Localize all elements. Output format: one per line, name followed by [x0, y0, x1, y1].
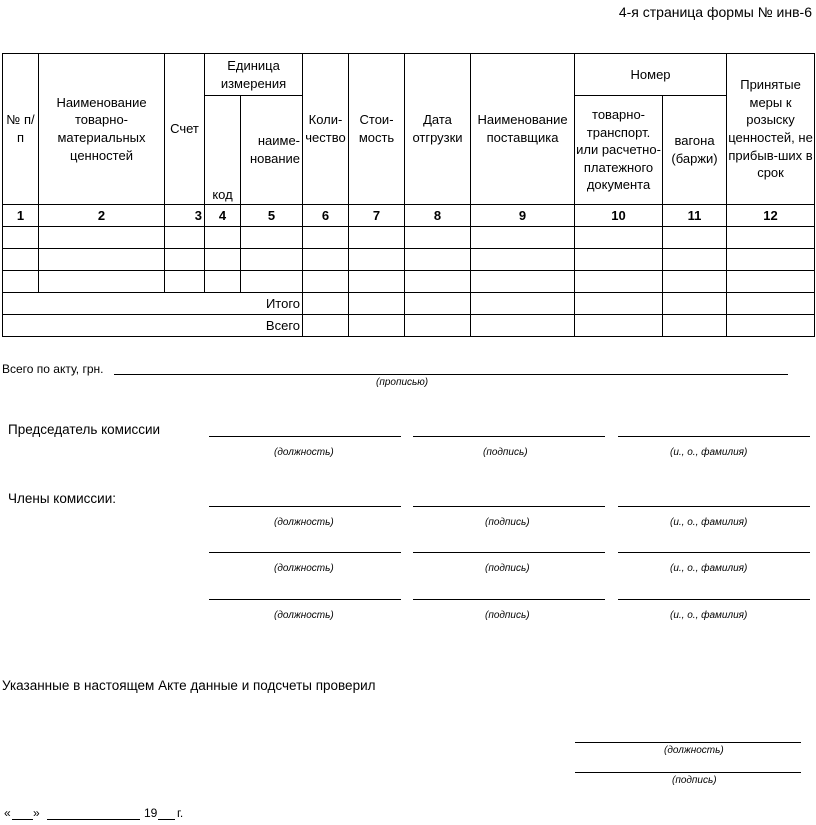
col-number: 12 [727, 205, 815, 227]
table-cell[interactable] [349, 271, 405, 293]
table-cell[interactable] [349, 227, 405, 249]
table-row [3, 227, 815, 249]
table-cell[interactable] [575, 271, 663, 293]
date-close-quote: » [33, 806, 40, 820]
header-col7: Стои-мость [349, 54, 405, 205]
table-cell[interactable] [241, 227, 303, 249]
itogo-label: Итого [3, 293, 303, 315]
table-cell[interactable] [471, 293, 575, 315]
col-number: 9 [471, 205, 575, 227]
date-year-suffix: г. [177, 806, 184, 820]
form-page-label: 4-я страница формы № инв-6 [618, 4, 812, 20]
header-unit-group: Единица измерения [205, 54, 303, 96]
table-cell[interactable] [405, 315, 471, 337]
header-col10: товарно-транспорт. или расчетно-платежного документа [575, 96, 663, 205]
member1-signature-hint: (подпись) [485, 517, 530, 528]
member3-signature-line[interactable] [413, 599, 605, 600]
table-cell[interactable] [241, 271, 303, 293]
table-cell[interactable] [205, 249, 241, 271]
checked-signature-hint: (подпись) [672, 775, 717, 786]
member2-position-hint: (должность) [274, 563, 334, 574]
header-number-group: Номер [575, 54, 727, 96]
itogo-row [3, 293, 815, 315]
chairman-position-line[interactable] [209, 436, 401, 437]
member1-signature-line[interactable] [413, 506, 605, 507]
member1-position-hint: (должность) [274, 517, 334, 528]
table-cell[interactable] [3, 249, 39, 271]
member3-name-hint: (и., о., фамилия) [670, 610, 748, 621]
table-cell[interactable] [727, 271, 815, 293]
table-cell[interactable] [663, 293, 727, 315]
member2-signature-line[interactable] [413, 552, 605, 553]
member1-name-hint: (и., о., фамилия) [670, 517, 748, 528]
table-cell[interactable] [303, 315, 349, 337]
table-cell[interactable] [405, 271, 471, 293]
table-cell[interactable] [303, 293, 349, 315]
vsego-label: Всего [3, 315, 303, 337]
table-cell[interactable] [165, 249, 205, 271]
table-cell[interactable] [663, 315, 727, 337]
table-cell[interactable] [303, 227, 349, 249]
members-label: Члены комиссии: [8, 491, 117, 506]
header-col9: Наименование поставщика [471, 54, 575, 205]
col-number: 7 [349, 205, 405, 227]
col-number: 5 [241, 205, 303, 227]
table-cell[interactable] [405, 227, 471, 249]
date-open-quote: « [4, 806, 11, 820]
table-cell[interactable] [575, 249, 663, 271]
table-cell[interactable] [349, 315, 405, 337]
checked-label: Указанные в настоящем Акте данные и подсчеты проверил [2, 678, 376, 693]
table-cell[interactable] [575, 293, 663, 315]
chairman-signature-hint: (подпись) [483, 447, 528, 458]
header-unit-name: наиме-нование [241, 96, 303, 205]
member1-position-line[interactable] [209, 506, 401, 507]
member3-name-line[interactable] [618, 599, 810, 600]
table-cell[interactable] [663, 227, 727, 249]
table-cell[interactable] [303, 249, 349, 271]
table-cell[interactable] [3, 227, 39, 249]
date-day-line[interactable] [12, 819, 33, 820]
vsego-row [3, 315, 815, 337]
table-cell[interactable] [575, 227, 663, 249]
total-hint: (прописью) [376, 377, 429, 388]
chairman-label: Председатель комиссии [8, 422, 161, 437]
col-number: 6 [303, 205, 349, 227]
member2-name-line[interactable] [618, 552, 810, 553]
header-col2: Наименование товарно-материальных ценностей [39, 54, 165, 205]
header-col12: Принятые меры к розыску ценностей, не прибыв-ших в срок [727, 54, 815, 205]
inventory-table [2, 53, 815, 337]
table-cell[interactable] [727, 249, 815, 271]
checked-position-hint: (должность) [664, 745, 724, 756]
total-line[interactable] [114, 374, 788, 375]
table-cell[interactable] [349, 293, 405, 315]
member3-signature-hint: (подпись) [485, 610, 530, 621]
header-col8: Дата отгрузки [405, 54, 471, 205]
table-cell[interactable] [205, 271, 241, 293]
col-number: 8 [405, 205, 471, 227]
table-cell[interactable] [471, 315, 575, 337]
table-cell[interactable] [405, 293, 471, 315]
col-number: 10 [575, 205, 663, 227]
column-numbers-row [3, 205, 815, 227]
date-year-line[interactable] [158, 819, 175, 820]
table-row [3, 271, 815, 293]
chairman-signature-line[interactable] [413, 436, 605, 437]
header-col1: № п/п [3, 54, 39, 205]
table-cell[interactable] [3, 271, 39, 293]
date-month-line[interactable] [47, 819, 140, 820]
table-cell[interactable] [241, 249, 303, 271]
chairman-position-hint: (должность) [274, 447, 334, 458]
member2-signature-hint: (подпись) [485, 563, 530, 574]
header-col6: Коли-чество [303, 54, 349, 205]
table-cell[interactable] [727, 293, 815, 315]
chairman-name-line[interactable] [618, 436, 810, 437]
table-cell[interactable] [663, 249, 727, 271]
member3-position-line[interactable] [209, 599, 401, 600]
col-number: 1 [3, 205, 39, 227]
table-cell[interactable] [471, 249, 575, 271]
checked-signature-line[interactable] [575, 772, 801, 773]
table-cell[interactable] [471, 271, 575, 293]
table-cell[interactable] [663, 271, 727, 293]
date-year-prefix: 19 [144, 806, 158, 820]
col-number: 3 [165, 205, 205, 227]
table-cell[interactable] [39, 271, 165, 293]
table-cell[interactable] [303, 271, 349, 293]
member3-position-hint: (должность) [274, 610, 334, 621]
table-cell[interactable] [405, 249, 471, 271]
table-cell[interactable] [349, 249, 405, 271]
table-cell[interactable] [165, 271, 205, 293]
table-cell[interactable] [575, 315, 663, 337]
header-col11: вагона (баржи) [663, 96, 727, 205]
member2-name-hint: (и., о., фамилия) [670, 563, 748, 574]
header-unit-code: код [205, 96, 241, 205]
chairman-name-hint: (и., о., фамилия) [670, 447, 748, 458]
col-number: 2 [39, 205, 165, 227]
total-label: Всего по акту, грн. [2, 362, 104, 376]
table-cell[interactable] [727, 227, 815, 249]
member1-name-line[interactable] [618, 506, 810, 507]
col-number: 4 [205, 205, 241, 227]
table-cell[interactable] [727, 315, 815, 337]
checked-position-line[interactable] [575, 742, 801, 743]
member2-position-line[interactable] [209, 552, 401, 553]
header-col3: Счет [165, 54, 205, 205]
table-cell[interactable] [205, 227, 241, 249]
table-row [3, 249, 815, 271]
table-cell[interactable] [39, 227, 165, 249]
table-cell[interactable] [39, 249, 165, 271]
table-cell[interactable] [471, 227, 575, 249]
col-number: 11 [663, 205, 727, 227]
table-cell[interactable] [165, 227, 205, 249]
